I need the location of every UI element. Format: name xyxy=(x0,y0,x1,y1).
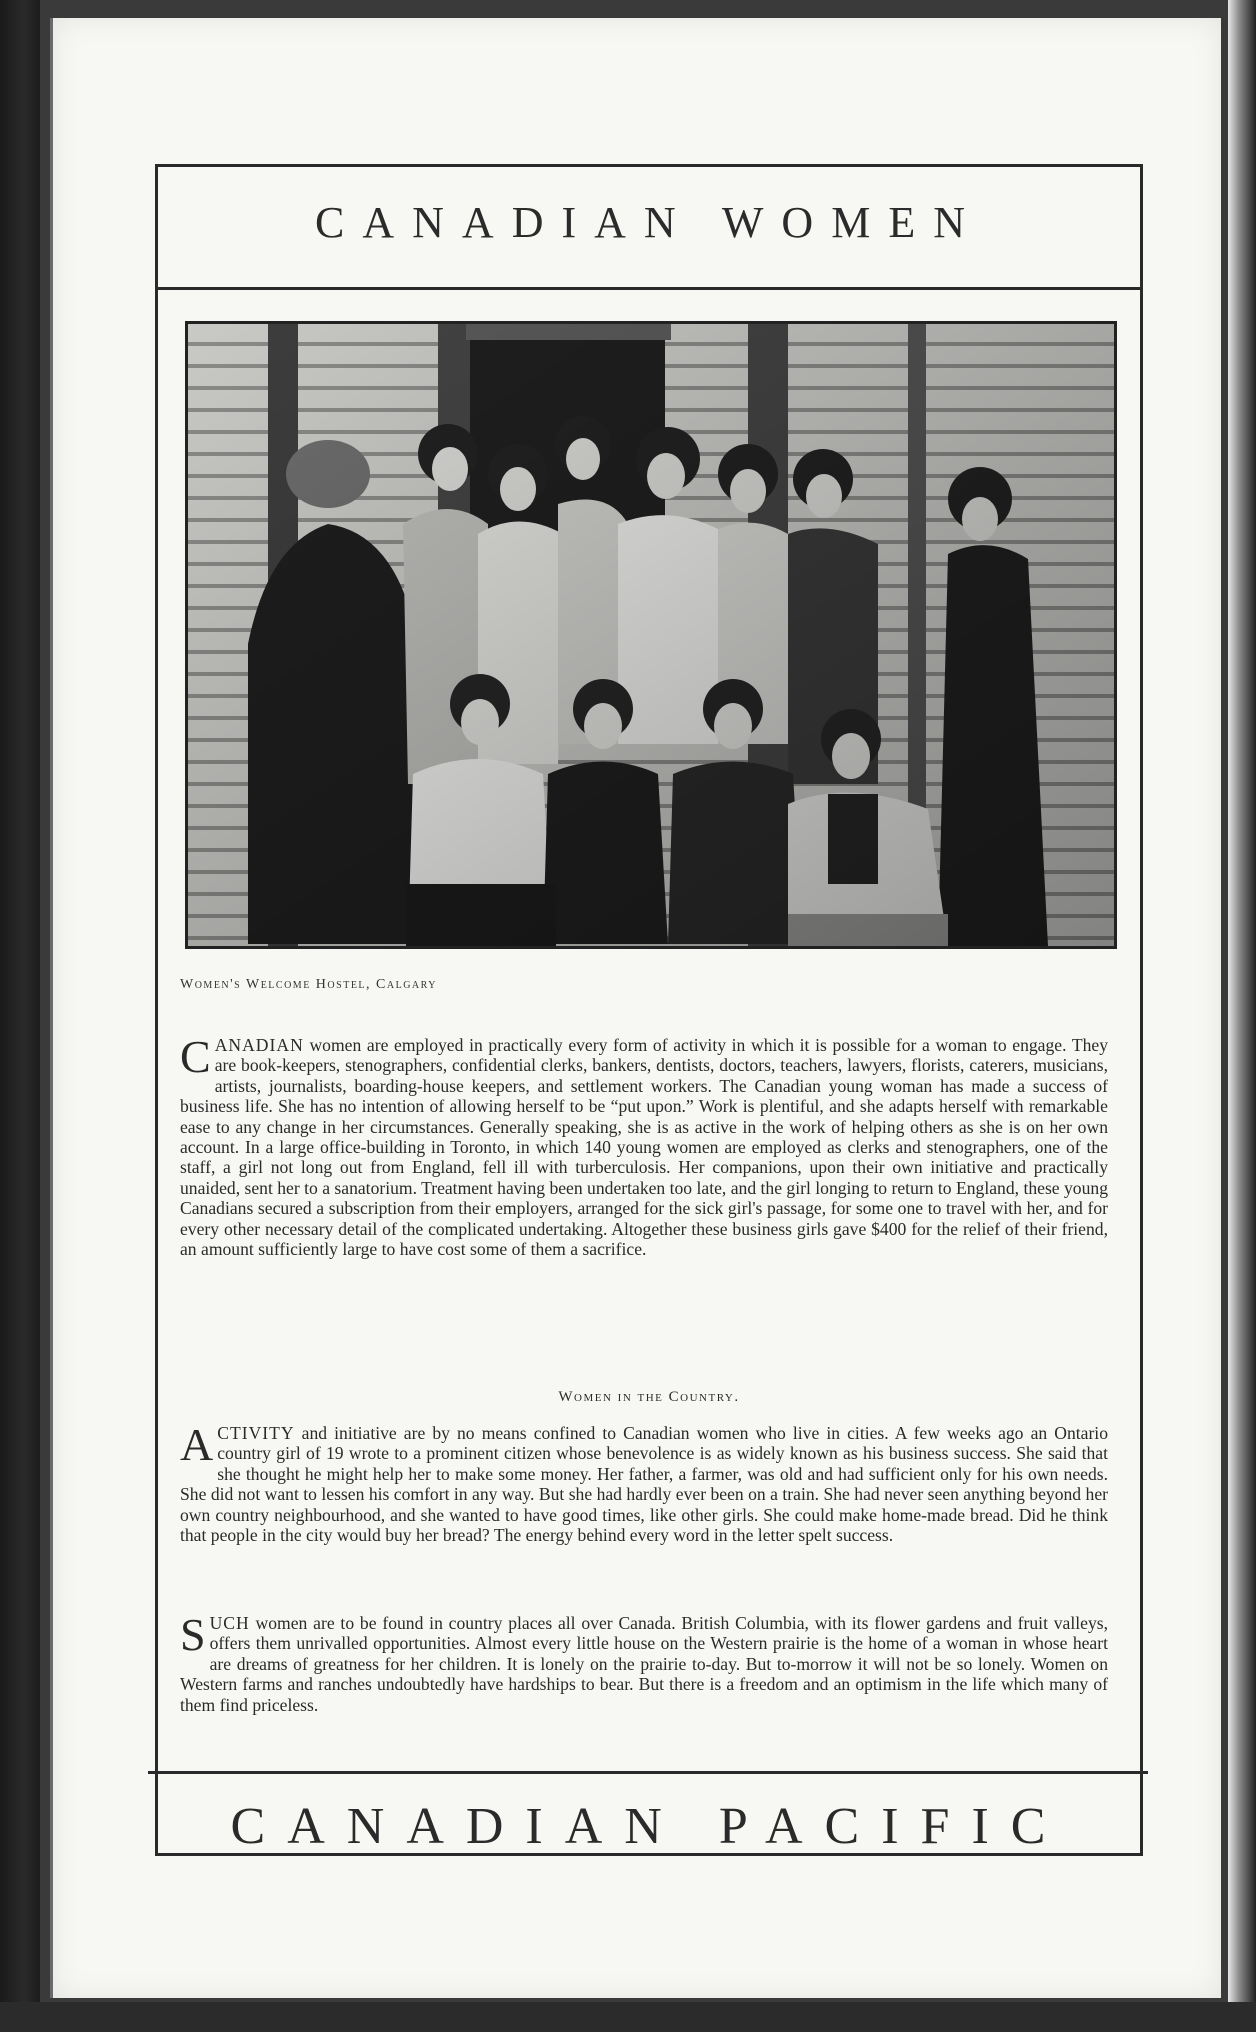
group-photograph xyxy=(185,321,1117,949)
scan-edge-right xyxy=(1228,0,1256,2032)
bordered-frame xyxy=(155,164,1143,1856)
photo-caption: Women's Welcome Hostel, Calgary xyxy=(180,977,437,992)
footer-divider xyxy=(148,1771,1148,1774)
drop-cap: S xyxy=(180,1609,206,1660)
paragraph-lead: CTIVITY xyxy=(217,1423,295,1443)
drop-cap: C xyxy=(180,1031,211,1082)
paragraph-activity xyxy=(180,1419,1108,1546)
scan-edge-bottom xyxy=(0,2002,1256,2032)
drop-cap: A xyxy=(180,1419,214,1470)
section-subheading: Women in the Country. xyxy=(558,1389,740,1405)
paragraph-lead: ANADIAN xyxy=(214,1035,304,1055)
scan-edge-left xyxy=(0,0,40,2032)
page-title: CANADIAN WOMEN xyxy=(315,198,983,247)
photo-illustration xyxy=(188,324,1114,946)
paragraph-such-women xyxy=(180,1609,1108,1715)
paragraph-canadian-women xyxy=(180,1031,1108,1260)
paragraph-text: women are employed in practically every form of activity in which it is possible for a woman to engage. They are book-keepers, stenographers, confidential clerks, bankers, dentists, doctors, teachers, lawyers, florists, caterers, musicians, artists, journalists, boarding-house keepers, and settlement workers. The Canadian young woman has made a success of business life. She has no intention of allowing herself to be “put upon.” Work is plentiful, and she adapts herself with remarkable ease to any change in her circumstances. Generally speaking, she is as active in the work of helping others as she is on her own account. In a large office-building in Toronto, in which 140 young women are employed as clerks and stenographers, one of the staff, a girl not long out from England, fell ill with turberculosis. Her companions, upon their own initiative and practically unaided, sent her to a sanatorium. Treatment having been undertaken too late, and the girl longing to return to England, these young Canadians secured a subscription from their employers, arranged for the sick girl's passage, for some one to travel with her, and for every other necessary detail of the complicated undertaking. Altogether these business girls gave $400 for the relief of their friend, an amount sufficiently large to have cost some of them a sacrifice. xyxy=(180,1035,1108,1260)
document-page xyxy=(50,18,1221,1998)
footer-brand: CANADIAN PACIFIC xyxy=(230,1798,1068,1855)
title-divider xyxy=(158,287,1140,290)
paragraph-lead: UCH xyxy=(209,1613,250,1633)
paragraph-text: and initiative are by no means confined to Canadian women who live in cities. A few weeks ago an Ontario country girl of 19 wrote to a prominent citizen whose benevolence is as widely known as his business success. She said that she thought he might help her to make some money. Her father, a farmer, was old and had sufficient only for his own needs. She did not want to lessen his comfort in any way. But she had hardly ever been on a train. She had never seen anything beyond her own country neighbourhood, and she wanted to have good times, like other girls. She could make home-made bread. Did he think that people in the city would buy her bread? The energy behind every word in the letter spelt success. xyxy=(180,1423,1108,1546)
paragraph-text: women are to be found in country places all over Canada. British Columbia, with its flower gardens and fruit valleys, offers them unrivalled opportunities. Almost every little house on the Western prairie is the home of a woman in whose heart are dreams of greatness for her children. It is lonely on the prairie to-day. But to-morrow it will not be so lonely. Women on Western farms and ranches undoubtedly have hardships to bear. But there is a freedom and an optimism in the life which many of them find priceless. xyxy=(180,1613,1108,1715)
